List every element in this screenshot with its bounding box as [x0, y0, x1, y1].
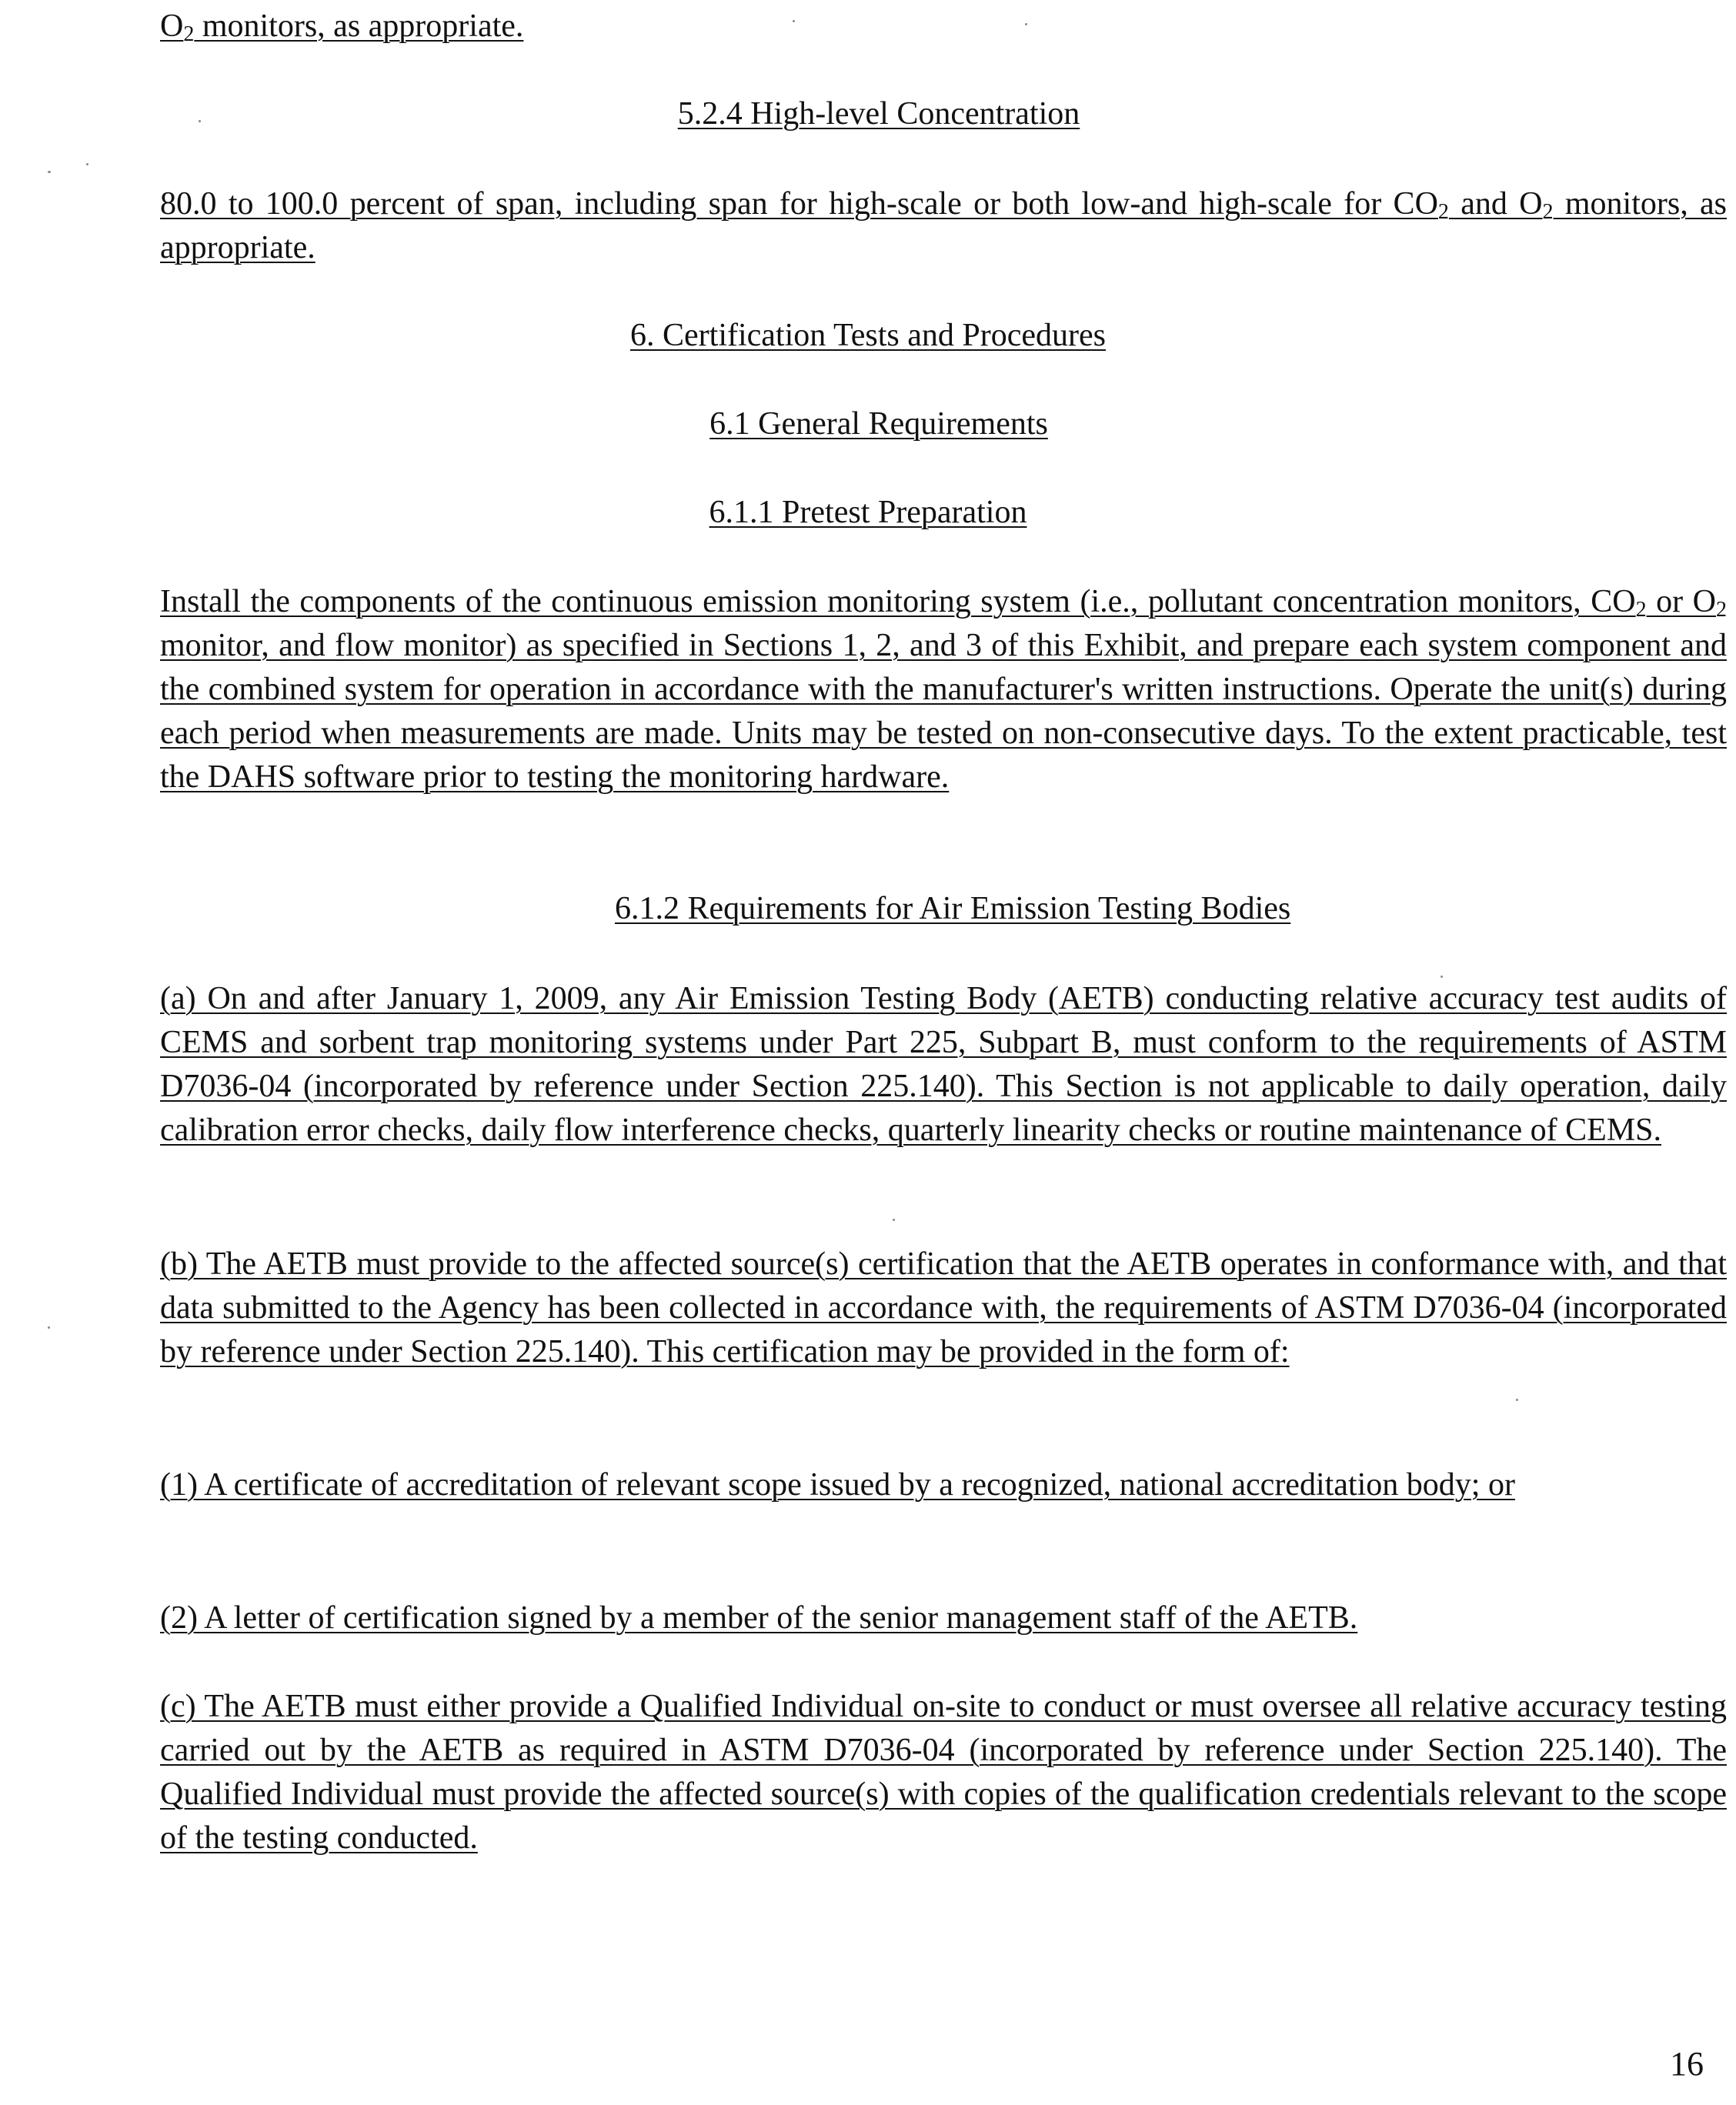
para-611-text-3: monitor, and flow monitor) as specified in Sections 1, 2, and 3 of this Exhibit, and prepare each system component and the combined system for operation in accordance with the manufacturer's written instructions. Operate the unit(s) during each period when measurements are made. Units may be tested on non-consecutive days. To the extent practicable, test the DAHS software prior to testing the monitoring hardware. — [160, 628, 1727, 795]
para-c-text: (c) The AETB must either provide a Qualified Individual on-site to conduct or must oversee all relative accuracy testing carried out by the AETB as required in ASTM D7036-04 (incorporated by reference under Section 225.140). The Qualified Individual must provide the affected source(s) with copies of the qualification credentials relevant to the scope of the testing conducted. — [160, 1689, 1727, 1856]
para-611-text-1: Install the components of the continuous emission monitoring system (i.e., pollutant concentration monitors, CO — [160, 584, 1636, 619]
para-b-text: (b) The AETB must provide to the affected source(s) certification that the AETB operates in conformance with, and that data submitted to the Agency has been collected in accordance with, the requirements of ASTM D7036-04 (incorporated by reference under Section 225.140). This certification may be provided in the form of: — [160, 1246, 1727, 1369]
o2-subscript: 2 — [1716, 598, 1727, 622]
co2-subscript: 2 — [1635, 598, 1647, 622]
fragment-o: O — [160, 8, 184, 44]
para-524-text-3: monitors, as appropriate. — [160, 186, 1727, 265]
heading-text: 6.1.1 Pretest Preparation — [709, 495, 1027, 530]
paragraph-b — [160, 1243, 1727, 1374]
section-heading-6 — [0, 314, 1736, 357]
scan-speck — [86, 163, 88, 165]
heading-text: 5.2.4 High-level Concentration — [677, 96, 1080, 132]
scan-speck — [48, 171, 51, 173]
section-heading-6-1 — [0, 402, 1736, 445]
para-524-text-1: 80.0 to 100.0 percent of span, including span for high-scale or both low-and high-scale for CO — [160, 186, 1438, 222]
paragraph-b-1 — [160, 1463, 1727, 1507]
scan-speck — [48, 1326, 50, 1329]
o2-subscript: 2 — [1542, 200, 1554, 224]
page-number: 16 — [1670, 2045, 1704, 2083]
paragraph-b-2 — [160, 1596, 1727, 1640]
paragraph-pretest-preparation — [160, 580, 1727, 799]
paragraph-high-level-concentration — [160, 182, 1727, 270]
scan-speck — [199, 120, 201, 122]
section-heading-5-2-4 — [0, 92, 1736, 135]
paragraph-a — [160, 977, 1727, 1153]
para-524-text-2: and O — [1448, 186, 1543, 222]
heading-text: 6.1 General Requirements — [709, 406, 1048, 442]
section-heading-6-1-2 — [535, 887, 1612, 930]
heading-text: 6.1.2 Requirements for Air Emission Testing Bodies — [615, 891, 1291, 926]
scan-speck — [1441, 976, 1443, 978]
top-fragment-line — [160, 5, 523, 48]
scan-speck — [893, 1219, 895, 1221]
section-heading-6-1-1 — [0, 491, 1736, 534]
heading-text: 6. Certification Tests and Procedures — [630, 318, 1106, 353]
scan-speck — [1025, 23, 1027, 25]
co2-subscript: 2 — [1437, 200, 1449, 224]
para-b1-text: (1) A certificate of accreditation of relevant scope issued by a recognized, national accreditation body; or — [160, 1467, 1515, 1503]
fragment-subscript: 2 — [183, 22, 195, 46]
para-611-text-2: or O — [1646, 584, 1716, 619]
para-b2-text: (2) A letter of certification signed by a member of the senior management staff of the AETB. — [160, 1600, 1358, 1636]
paragraph-c — [160, 1685, 1727, 1860]
fragment-rest: monitors, as appropriate. — [194, 8, 524, 44]
para-a-text: (a) On and after January 1, 2009, any Air Emission Testing Body (AETB) conducting relative accuracy test audits of CEMS and sorbent trap monitoring systems under Part 225, Subpart B, must conform to the requirements of ASTM D7036-04 (incorporated by reference under Section 225.140). This Section is not applicable to daily operation, daily calibration error checks, daily flow interference checks, quarterly linearity checks or routine maintenance of CEMS. — [160, 981, 1727, 1148]
scan-speck — [1516, 1399, 1518, 1401]
scan-speck — [793, 20, 795, 22]
